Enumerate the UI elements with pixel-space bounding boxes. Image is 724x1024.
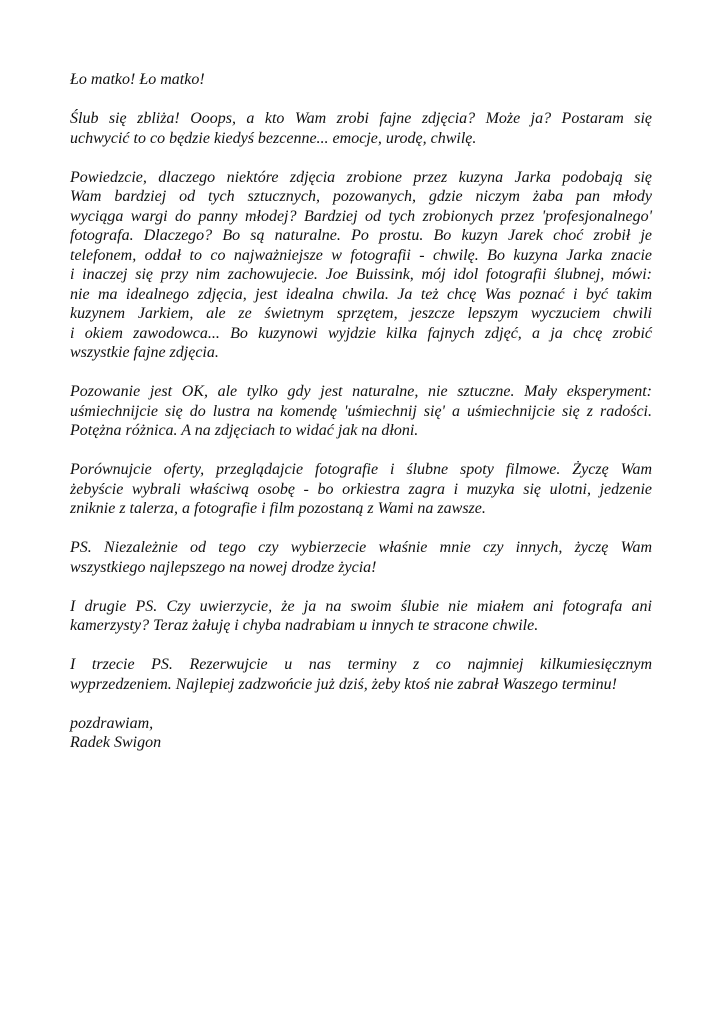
paragraph-line: I trzecie PS. Rezerwujcie u nas terminy z co najmniej kilkumiesięcznym [70, 656, 652, 673]
paragraph-list [70, 109, 652, 694]
paragraph [70, 655, 652, 694]
greeting-line: Ło matko! Ło matko! [70, 71, 205, 88]
paragraph-line: i okiem zawodowca... Bo kuzynowi wyjdzie kilka fajnych zdjęć, a ja chcę zrobić [70, 324, 652, 342]
paragraph [70, 460, 652, 519]
paragraph-line: I drugie PS. Czy uwierzycie, że ja na swoim ślubie nie miałem ani fotografa ani [70, 597, 652, 615]
paragraph [70, 168, 652, 363]
paragraph-line: kuzynem Jarkiem, ale ze świetnym sprzętem, jeszcze lepszym wyczuciem chwili [70, 305, 652, 322]
letter-body [70, 70, 652, 753]
paragraph-line: Wam bardziej od tych sztucznych, pozowanych, gdzie niczym żaba pan młody [70, 188, 652, 205]
paragraph-line: żebyście wybrali właściwą osobę - bo orkiestra zagra i muzyka się ulotni, jedzenie [70, 480, 652, 498]
paragraph-line: fotografa. Dlaczego? Bo są naturalne. Po prostu. Bo kuzyn Jarek choć zrobił je [70, 227, 652, 244]
paragraph [70, 382, 652, 441]
paragraph-line: Porównujcie oferty, przeglądajcie fotografie i ślubne spoty filmowe. Życzę Wam [70, 461, 652, 478]
paragraph-line: wyprzedzeniem. Najlepiej zadzwońcie już dziś, żeby ktoś nie zabrał Waszego terminu! [70, 675, 617, 693]
paragraph [70, 597, 652, 636]
paragraph-line: i inaczej się przy nim zachowujecie. Joe Buissink, mój idol fotografii ślubnej, mówi: [70, 266, 652, 283]
paragraph-line: uśmiechnijcie się do lustra na komendę 'uśmiechnij się' a uśmiechnijcie się z radości. [70, 402, 652, 420]
paragraph-line: Pozowanie jest OK, ale tylko gdy jest naturalne, nie sztuczne. Mały eksperyment: [70, 383, 652, 400]
paragraph-line: PS. Niezależnie od tego czy wybierzecie właśnie mnie czy innych, życzę Wam [70, 539, 652, 556]
sign-off [70, 714, 652, 753]
paragraph-line: Powiedzcie, dlaczego niektóre zdjęcia zrobione przez kuzyna Jarka podobają się [70, 168, 652, 186]
paragraph-line: wszystkie fajne zdjęcia. [70, 344, 219, 361]
paragraph [70, 538, 652, 577]
paragraph-line: kamerzysty? Teraz żałuję i chyba nadrabiam u innych te stracone chwile. [70, 617, 539, 634]
signature-line: Radek Swigon [70, 734, 162, 751]
paragraph-line: uchwycić to co będzie kiedyś bezcenne... emocje, urodę, chwilę. [70, 129, 477, 147]
paragraph-line: wyciąga wargi do panny młodej? Bardziej od tych zrobionych przez 'profesjonalnego' [70, 207, 652, 225]
paragraph-line: zniknie z talerza, a fotografie i film pozostaną z Wami na zawsze. [70, 500, 486, 517]
paragraph-line: Potężna różnica. A na zdjęciach to widać jak na dłoni. [70, 422, 419, 439]
paragraph-line: nie ma idealnego zdjęcia, jest idealna chwila. Ja też chcę Was poznać i być takim [70, 285, 652, 303]
paragraph [70, 109, 652, 148]
paragraph-line: wszystkiego najlepszego na nowej drodze życia! [70, 558, 377, 576]
greeting [70, 70, 652, 90]
paragraph-line: telefonem, oddał to co najważniejsze w fotografii - chwilę. Bo kuzyna Jarka znacie [70, 246, 652, 264]
paragraph-line: Ślub się zbliża! Ooops, a kto Wam zrobi fajne zdjęcia? Może ja? Postaram się [70, 110, 652, 127]
closing-line: pozdrawiam, [70, 714, 154, 732]
